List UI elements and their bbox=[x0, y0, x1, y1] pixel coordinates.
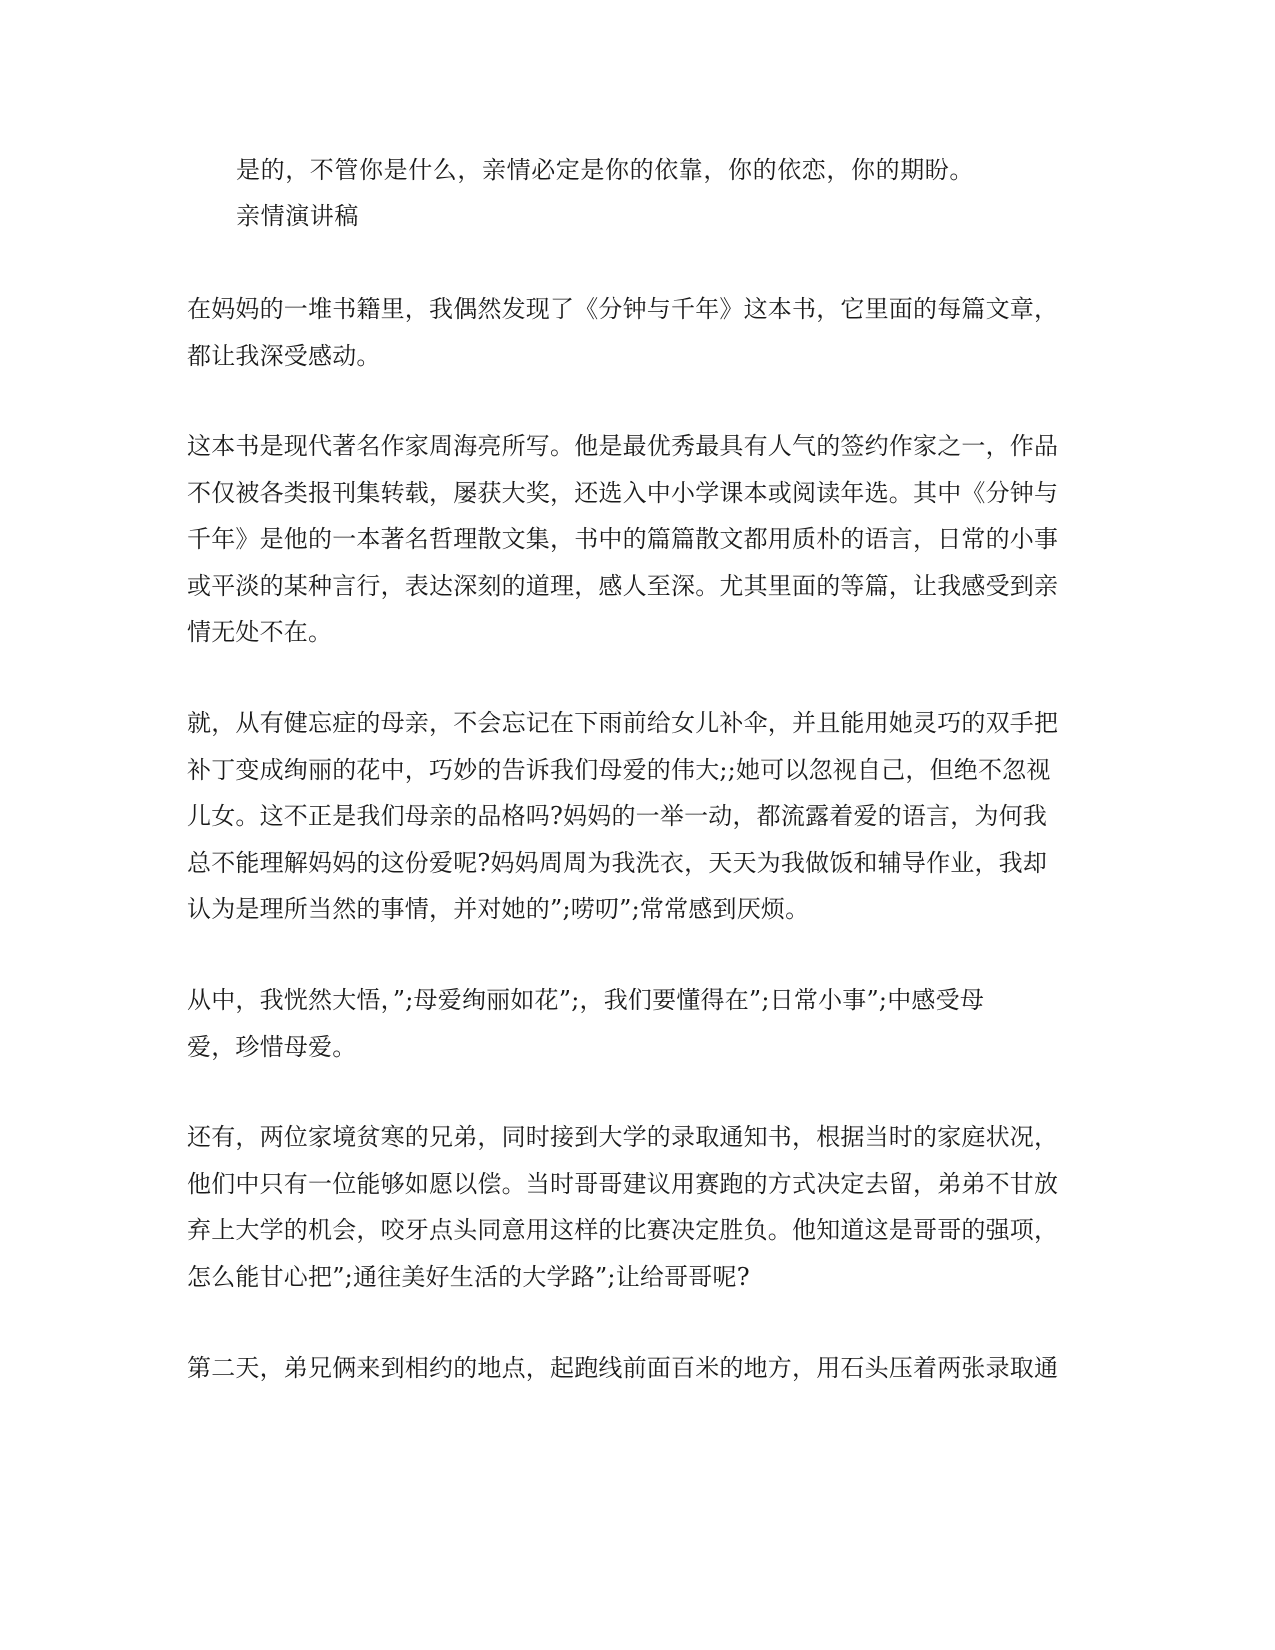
paragraph bbox=[187, 1114, 1087, 1300]
paragraph bbox=[187, 977, 1087, 1070]
paragraph-line: 总不能理解妈妈的这份爱呢?妈妈周周为我洗衣，天天为我做饭和辅导作业，我却 bbox=[187, 848, 1048, 877]
paragraph-line: 不仅被各类报刊集转载，屡获大奖，还选入中小学课本或阅读年选。其中《分钟与 bbox=[187, 478, 1059, 507]
paragraph-line: 从中，我恍然大悟，”;母爱绚丽如花”;，我们要懂得在”;日常小事”;中感受母 bbox=[187, 986, 985, 1014]
paragraph-line: 就，从有健忘症的母亲，不会忘记在下雨前给女儿补伞，并且能用她灵巧的双手把 bbox=[187, 709, 1059, 737]
paragraph-line: 第二天，弟兄俩来到相约的地点，起跑线前面百米的地方，用石头压着两张录取通 bbox=[187, 1354, 1059, 1382]
speech-title: 亲情演讲稿 bbox=[236, 202, 359, 230]
paragraph-line: 千年》是他的一本著名哲理散文集，书中的篇篇散文都用质朴的语言，日常的小事 bbox=[187, 525, 1059, 553]
paragraph bbox=[187, 286, 1087, 379]
paragraph-line: 还有，两位家境贫寒的兄弟，同时接到大学的录取通知书，根据当时的家庭状况， bbox=[187, 1123, 1059, 1151]
paragraph-line: 认为是理所当然的事情，并对她的”;唠叨”;常常感到厌烦。 bbox=[187, 895, 810, 923]
paragraph-line: 在妈妈的一堆书籍里，我偶然发现了《分钟与千年》这本书，它里面的每篇文章， bbox=[187, 295, 1059, 323]
paragraph-line: 怎么能甘心把”;通往美好生活的大学路”;让给哥哥呢? bbox=[187, 1262, 750, 1291]
paragraph-line: 爱，珍惜母爱。 bbox=[187, 1032, 357, 1061]
intro-line: 是的，不管你是什么，亲情必定是你的依靠，你的依恋，你的期盼。 bbox=[236, 156, 974, 184]
paragraph-line: 或平淡的某种言行，表达深刻的道理，感人至深。尤其里面的等篇，让我感受到亲 bbox=[187, 571, 1059, 600]
paragraph bbox=[187, 1345, 1087, 1392]
paragraph-line: 弃上大学的机会，咬牙点头同意用这样的比赛决定胜负。他知道这是哥哥的强项， bbox=[187, 1216, 1059, 1244]
paragraph-line: 这本书是现代著名作家周海亮所写。他是最优秀最具有人气的签约作家之一，作品 bbox=[187, 432, 1059, 460]
paragraph bbox=[187, 700, 1087, 933]
paragraph-line: 情无处不在。 bbox=[187, 618, 333, 646]
paragraph-line: 补丁变成绚丽的花中，巧妙的告诉我们母爱的伟大;;她可以忽视自己，但绝不忽视 bbox=[187, 755, 1051, 784]
paragraph-line: 他们中只有一位能够如愿以偿。当时哥哥建议用赛跑的方式决定去留，弟弟不甘放 bbox=[187, 1169, 1059, 1198]
paragraph-line: 都让我深受感动。 bbox=[187, 341, 381, 370]
paragraph bbox=[187, 423, 1087, 656]
paragraph-line: 儿女。这不正是我们母亲的品格吗?妈妈的一举一动，都流露着爱的语言，为何我 bbox=[187, 802, 1048, 830]
